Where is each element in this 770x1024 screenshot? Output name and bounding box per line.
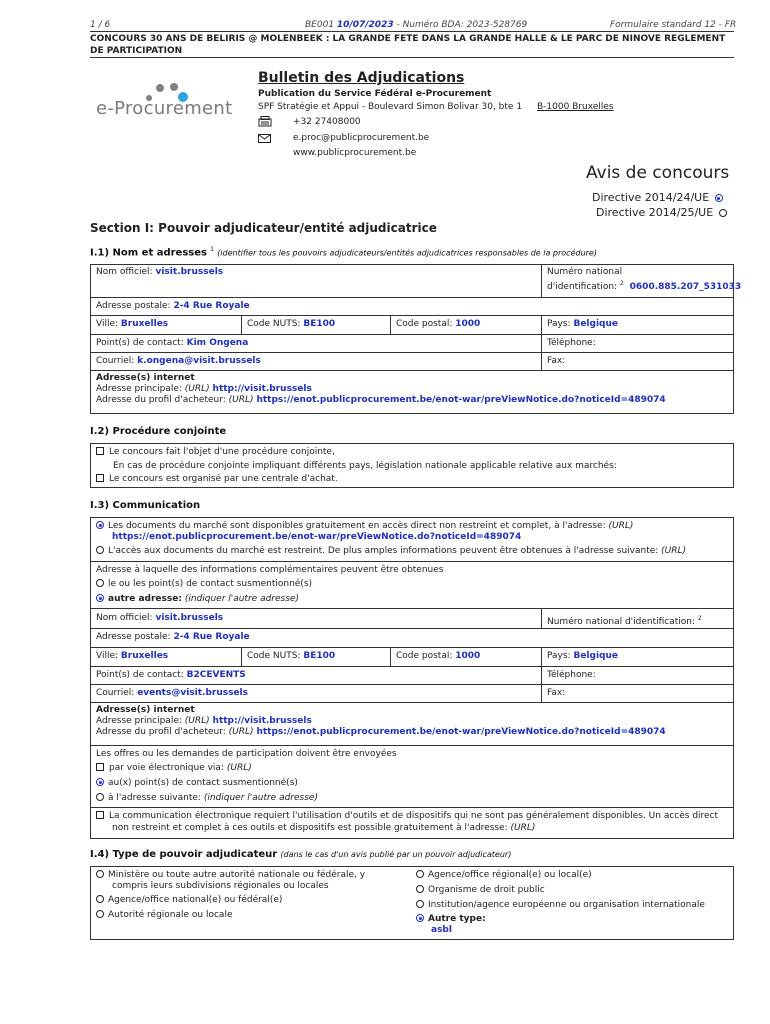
- i1-title: I.1) Nom et adresses: [90, 247, 207, 259]
- directive-2-radio[interactable]: [719, 209, 727, 217]
- i3-row-offres: [91, 746, 733, 808]
- principale-line: [96, 384, 728, 395]
- offres-opt2-label: au(x) point(s) de contact susmentionné(s): [108, 778, 298, 788]
- b-principale-label: Adresse principale:: [96, 716, 182, 726]
- i4-title: I.4) Type de pouvoir adjudicateur: [90, 849, 278, 860]
- profil-url-label: (URL): [228, 395, 254, 405]
- natid-value: 0600.885.207_531033: [629, 282, 742, 292]
- b-pays-label: Pays:: [547, 651, 571, 661]
- principale-url-label: (URL): [184, 384, 210, 394]
- b-profil-url-label: (URL): [228, 727, 254, 737]
- i3-row-info: [91, 562, 733, 609]
- i3-adresse-cell: [91, 629, 733, 647]
- i1-contact-cell: [91, 335, 541, 352]
- principale-value[interactable]: http://visit.brussels: [212, 384, 312, 394]
- profil-line: [96, 395, 728, 406]
- i3-row-docs: [91, 518, 733, 562]
- bulletin-title: Bulletin des Adjudications: [258, 70, 465, 86]
- b-contact-value: B2CEVENTS: [186, 670, 246, 680]
- i1-note: (identifier tous les pouvoirs adjudicateurs/entités adjudicatrices responsables de la procédure): [217, 248, 597, 258]
- b-nuts-label: Code NUTS:: [247, 651, 301, 661]
- offres-opt3: [96, 793, 729, 804]
- publisher-phone: +32 27408000: [293, 117, 361, 127]
- i1-cp-cell: [390, 316, 541, 334]
- i4-a3-radio[interactable]: [96, 910, 104, 918]
- i4-a2-radio[interactable]: [96, 895, 104, 903]
- i3-row-contact: [91, 667, 733, 685]
- b-ville-value: Bruxelles: [120, 651, 169, 661]
- i3-nom-cell: [91, 609, 541, 628]
- b-principale-line: [96, 716, 728, 727]
- i1-row-adresse: [91, 298, 733, 316]
- offres-opt3-radio[interactable]: [96, 793, 104, 801]
- i3-row-ville: [91, 648, 733, 667]
- envelope-icon: [258, 134, 272, 147]
- i4-b4: [416, 914, 486, 925]
- page-number: 1 / 6: [90, 20, 111, 30]
- i3-opt1-text: Les documents du marché sont disponibles gratuitement en accès direct non restreint et complet, à l'adresse:: [108, 521, 606, 531]
- fax-label: Fax:: [547, 356, 566, 366]
- i4-b3-radio[interactable]: [416, 900, 424, 908]
- i3-info-opt2-radio[interactable]: [96, 594, 104, 602]
- ref-date: 10/07/2023: [336, 20, 394, 30]
- adresse-label: Adresse postale:: [96, 301, 171, 311]
- nom-label: Nom officiel:: [96, 267, 153, 277]
- i3-opt2: [96, 546, 729, 557]
- directive-1-radio[interactable]: [715, 194, 723, 202]
- profil-label: Adresse du profil d'acheteur:: [96, 395, 226, 405]
- b-cp-label: Code postal:: [396, 651, 453, 661]
- offres-opt1: [96, 763, 729, 774]
- i4-b3-label: Institution/agence européenne ou organisation internationale: [428, 900, 705, 910]
- b-contact-label: Point(s) de contact:: [96, 670, 184, 680]
- nuts-value: BE100: [303, 319, 336, 329]
- i4-a3: [96, 910, 232, 921]
- header-rule: [90, 31, 734, 32]
- nuts-label: Code NUTS:: [247, 319, 301, 329]
- internet-label: Adresse(s) internet: [96, 373, 195, 383]
- i1-natid-cell: [541, 265, 742, 297]
- b-tel-label: Téléphone:: [547, 670, 596, 680]
- i3-row-internet: [91, 703, 733, 746]
- b-natid-label: Numéro national d'identification:: [547, 617, 696, 627]
- i1-row-internet: [91, 371, 733, 413]
- contact-label: Point(s) de contact:: [96, 338, 184, 348]
- i1-courriel-cell: [91, 353, 541, 370]
- i3-nuts-cell: [241, 648, 390, 666]
- i3-pays-cell: [541, 648, 733, 666]
- i3-opt1: [96, 521, 729, 532]
- nom-value: visit.brussels: [155, 267, 224, 277]
- tel-label: Téléphone:: [547, 338, 596, 348]
- cp-value: 1000: [455, 319, 481, 329]
- i2-opt2-checkbox[interactable]: [96, 474, 104, 482]
- i4-a1: [96, 870, 365, 881]
- i1-adresse-cell: [91, 298, 733, 315]
- i3-fax-cell: [541, 685, 733, 702]
- i3-title: I.3) Communication: [90, 500, 201, 511]
- directive-2: [596, 206, 727, 219]
- natid-sup: 2: [619, 280, 624, 287]
- i1-ville-cell: [91, 316, 241, 334]
- i3-box: [90, 517, 734, 839]
- i2-opt1-label: Le concours fait l'objet d'une procédure conjointe,: [109, 447, 335, 457]
- i3-info-opt1-label: le ou les point(s) de contact susmentionné(s): [108, 579, 313, 589]
- i4-a2-label: Agence/office national(e) ou fédéral(e): [108, 895, 283, 905]
- b-natid-sup: 2: [697, 615, 702, 622]
- offres-label: Les offres ou les demandes de participation doivent être envoyées: [96, 749, 397, 759]
- i4-b4-value: asbl: [431, 925, 452, 935]
- b-fax-label: Fax:: [547, 688, 566, 698]
- i1-internet-cell: [91, 371, 733, 413]
- i1-nom-cell: [91, 265, 541, 297]
- b-profil-line: [96, 727, 728, 738]
- b-pays-value: Belgique: [573, 651, 618, 661]
- i3-info-opt2-note: (indiquer l'autre adresse): [184, 594, 299, 604]
- comm-line-2: [112, 823, 729, 834]
- i3-row-adresse: [91, 629, 733, 648]
- adresse-value: 2-4 Rue Royale: [173, 301, 250, 311]
- i3-ville-cell: [91, 648, 241, 666]
- i3-info-opt2: [96, 594, 729, 605]
- comm-checkbox[interactable]: [96, 811, 104, 819]
- i4-a3-label: Autorité régionale ou locale: [108, 910, 233, 920]
- i3-internet-cell: [91, 703, 733, 745]
- i4-note: (dans le cas d'un avis publié par un pouvoir adjudicateur): [280, 850, 512, 859]
- b-nom-label: Nom officiel:: [96, 613, 153, 623]
- i2-box: [90, 443, 734, 488]
- offres-opt3-label: à l'adresse suivante:: [108, 793, 201, 803]
- ref-bda: - Numéro BDA: 2023-528769: [396, 20, 528, 30]
- i1-sup: 1: [210, 246, 214, 253]
- i3-info-opt1: [96, 579, 729, 590]
- i1-row-contact: [91, 335, 733, 353]
- natid-label-2: d'identification:: [547, 282, 618, 292]
- offres-opt2-radio[interactable]: [96, 778, 104, 786]
- i2-opt1-checkbox[interactable]: [96, 447, 104, 455]
- i4-b4-label: Autre type:: [428, 914, 486, 924]
- i4-b2: [416, 885, 545, 896]
- i2-opt2-label: Le concours est organisé par une centrale d'achat.: [109, 474, 338, 484]
- contest-title: CONCOURS 30 ANS DE BELIRIS @ MOLENBEEK : LA GRANDE FETE DANS LA GRANDE HALLE & LE PARC DE NINOVE REGLEMENT DE PARTICIPATION: [90, 34, 726, 56]
- comm-text-2: non restreint et complet à ces outils et dispositifs est possible gratuitement à l'adresse:: [112, 823, 508, 833]
- i3-opt2-text: L'accès aux documents du marché est restreint. De plus amples informations peuvent être obtenues à l'adresse suivante:: [108, 546, 659, 556]
- ref-prefix: BE001: [305, 20, 335, 30]
- b-principale-value[interactable]: http://visit.brussels: [212, 716, 312, 726]
- comm-url: (URL): [510, 823, 536, 833]
- offres-opt1-label: par voie électronique via:: [109, 763, 224, 773]
- publisher-email[interactable]: e.proc@publicprocurement.be: [293, 133, 430, 143]
- i1-fax-cell: [541, 353, 733, 370]
- i3-opt2-radio[interactable]: [96, 546, 104, 554]
- i3-row-comm: [91, 808, 733, 838]
- b-adresse-label: Adresse postale:: [96, 632, 171, 642]
- courriel-label: Courriel:: [96, 356, 135, 366]
- i1-row-ville: [91, 316, 733, 335]
- i2-title: I.2) Procédure conjointe: [90, 426, 227, 437]
- directive-1-label: Directive 2014/24/UE: [592, 191, 710, 204]
- comm-line-1: [96, 811, 729, 822]
- principale-label: Adresse principale:: [96, 384, 182, 394]
- i3-info-opt1-radio[interactable]: [96, 579, 104, 587]
- b-profil-value[interactable]: https://enot.publicprocurement.be/enot-war/preViewNotice.do?noticeId=489074: [256, 727, 666, 737]
- i4-b3: [416, 900, 705, 911]
- offres-opt3-note: (indiquer l'autre adresse): [203, 793, 318, 803]
- i3-natid-cell: [541, 609, 733, 628]
- cp-label: Code postal:: [396, 319, 453, 329]
- i3-courriel-cell: [91, 685, 541, 702]
- i4-a2: [96, 895, 282, 906]
- i4-b2-radio[interactable]: [416, 885, 424, 893]
- pays-value: Belgique: [573, 319, 618, 329]
- b-profil-label: Adresse du profil d'acheteur:: [96, 727, 226, 737]
- ville-label: Ville:: [96, 319, 119, 329]
- i3-row-courriel: [91, 685, 733, 703]
- comm-text-1: La communication électronique requiert l'utilisation d'outils et de dispositifs qui ne sont pas généralement disponibles. Un accès direct: [109, 811, 719, 821]
- i3-cp-cell: [390, 648, 541, 666]
- i3-opt2-url-label: (URL): [661, 546, 687, 556]
- i2-opt2: [96, 474, 729, 485]
- eprocurement-logo: [96, 80, 233, 120]
- b-cp-value: 1000: [455, 651, 481, 661]
- i4-a1b: compris leurs subdivisions régionales ou locales: [112, 881, 329, 891]
- i2-sub: En cas de procédure conjointe impliquant différents pays, législation nationale applicable relative aux marchés:: [113, 461, 617, 471]
- reference: [305, 20, 527, 30]
- publisher-subtitle: Publication du Service Fédéral e-Procurement: [258, 89, 492, 99]
- i4-b1-radio[interactable]: [416, 870, 424, 878]
- b-courriel-label: Courriel:: [96, 688, 135, 698]
- courriel-value[interactable]: k.ongena@visit.brussels: [137, 356, 261, 366]
- i3-row-nom: [91, 609, 733, 629]
- i4-heading: [90, 849, 511, 860]
- section-1-title: Section I: Pouvoir adjudicateur/entité adjudicatrice: [90, 221, 437, 235]
- directive-2-label: Directive 2014/25/UE: [596, 206, 714, 219]
- natid-label-1: Numéro national: [547, 267, 623, 277]
- b-internet-label: Adresse(s) internet: [96, 705, 195, 715]
- ville-value: Bruxelles: [120, 319, 169, 329]
- i1-row-nom: [91, 265, 742, 298]
- logo-text: e-Procurement: [96, 98, 233, 119]
- profil-value[interactable]: https://enot.publicprocurement.be/enot-war/preViewNotice.do?noticeId=489074: [256, 395, 666, 405]
- form-type: Formulaire standard 12 - FR: [610, 20, 737, 30]
- i3-opt1-radio[interactable]: [96, 521, 104, 529]
- title-rule: [90, 57, 734, 58]
- b-ville-label: Ville:: [96, 651, 119, 661]
- pays-label: Pays:: [547, 319, 571, 329]
- offres-opt1-checkbox[interactable]: [96, 763, 104, 771]
- i1-nuts-cell: [241, 316, 390, 334]
- i1-row-courriel: [91, 353, 733, 371]
- i1-pays-cell: [541, 316, 733, 334]
- publisher-address: SPF Stratégie et Appui - Boulevard Simon Bolivar 30, bte 1: [258, 102, 523, 112]
- offres-opt1-url: (URL): [226, 763, 252, 773]
- i1-address-box: [90, 264, 742, 414]
- b-adresse-value: 2-4 Rue Royale: [173, 632, 250, 642]
- i4-b4-radio[interactable]: [416, 914, 424, 922]
- i4-b1: [416, 870, 592, 881]
- b-principale-url-label: (URL): [184, 716, 210, 726]
- i3-opt1-url[interactable]: https://enot.publicprocurement.be/enot-war/preViewNotice.do?noticeId=489074: [112, 532, 522, 542]
- notice-title: Avis de concours: [586, 163, 730, 183]
- b-nom-value: visit.brussels: [155, 613, 224, 623]
- b-courriel-value[interactable]: events@visit.brussels: [137, 688, 248, 698]
- natid-line: [547, 278, 742, 293]
- i4-a1-label: Ministère ou toute autre autorité nationale ou fédérale, y: [108, 870, 366, 880]
- b-nuts-value: BE100: [303, 651, 336, 661]
- i4-b2-label: Organisme de droit public: [428, 885, 545, 895]
- i4-b1-label: Agence/office régional(e) ou local(e): [428, 870, 592, 880]
- i1-heading: [90, 246, 597, 258]
- directive-1: [592, 191, 723, 204]
- publisher-city[interactable]: B-1000 Bruxelles: [537, 102, 614, 112]
- i2-opt1: [96, 447, 729, 458]
- i3-info-label: Adresse à laquelle des informations complémentaires peuvent être obtenues: [96, 565, 444, 575]
- i3-contact-cell: [91, 667, 541, 684]
- i1-tel-cell: [541, 335, 733, 352]
- i3-opt1-url-label: (URL): [608, 521, 634, 531]
- i3-tel-cell: [541, 667, 733, 684]
- fax-phone-icon: [258, 116, 272, 130]
- i3-info-opt2-label: autre adresse:: [108, 594, 182, 604]
- i4-a1-radio[interactable]: [96, 870, 104, 878]
- contact-value: Kim Ongena: [186, 338, 249, 348]
- publisher-web[interactable]: www.publicprocurement.be: [293, 148, 417, 158]
- i4-box: [90, 866, 734, 940]
- offres-opt2: [96, 778, 729, 789]
